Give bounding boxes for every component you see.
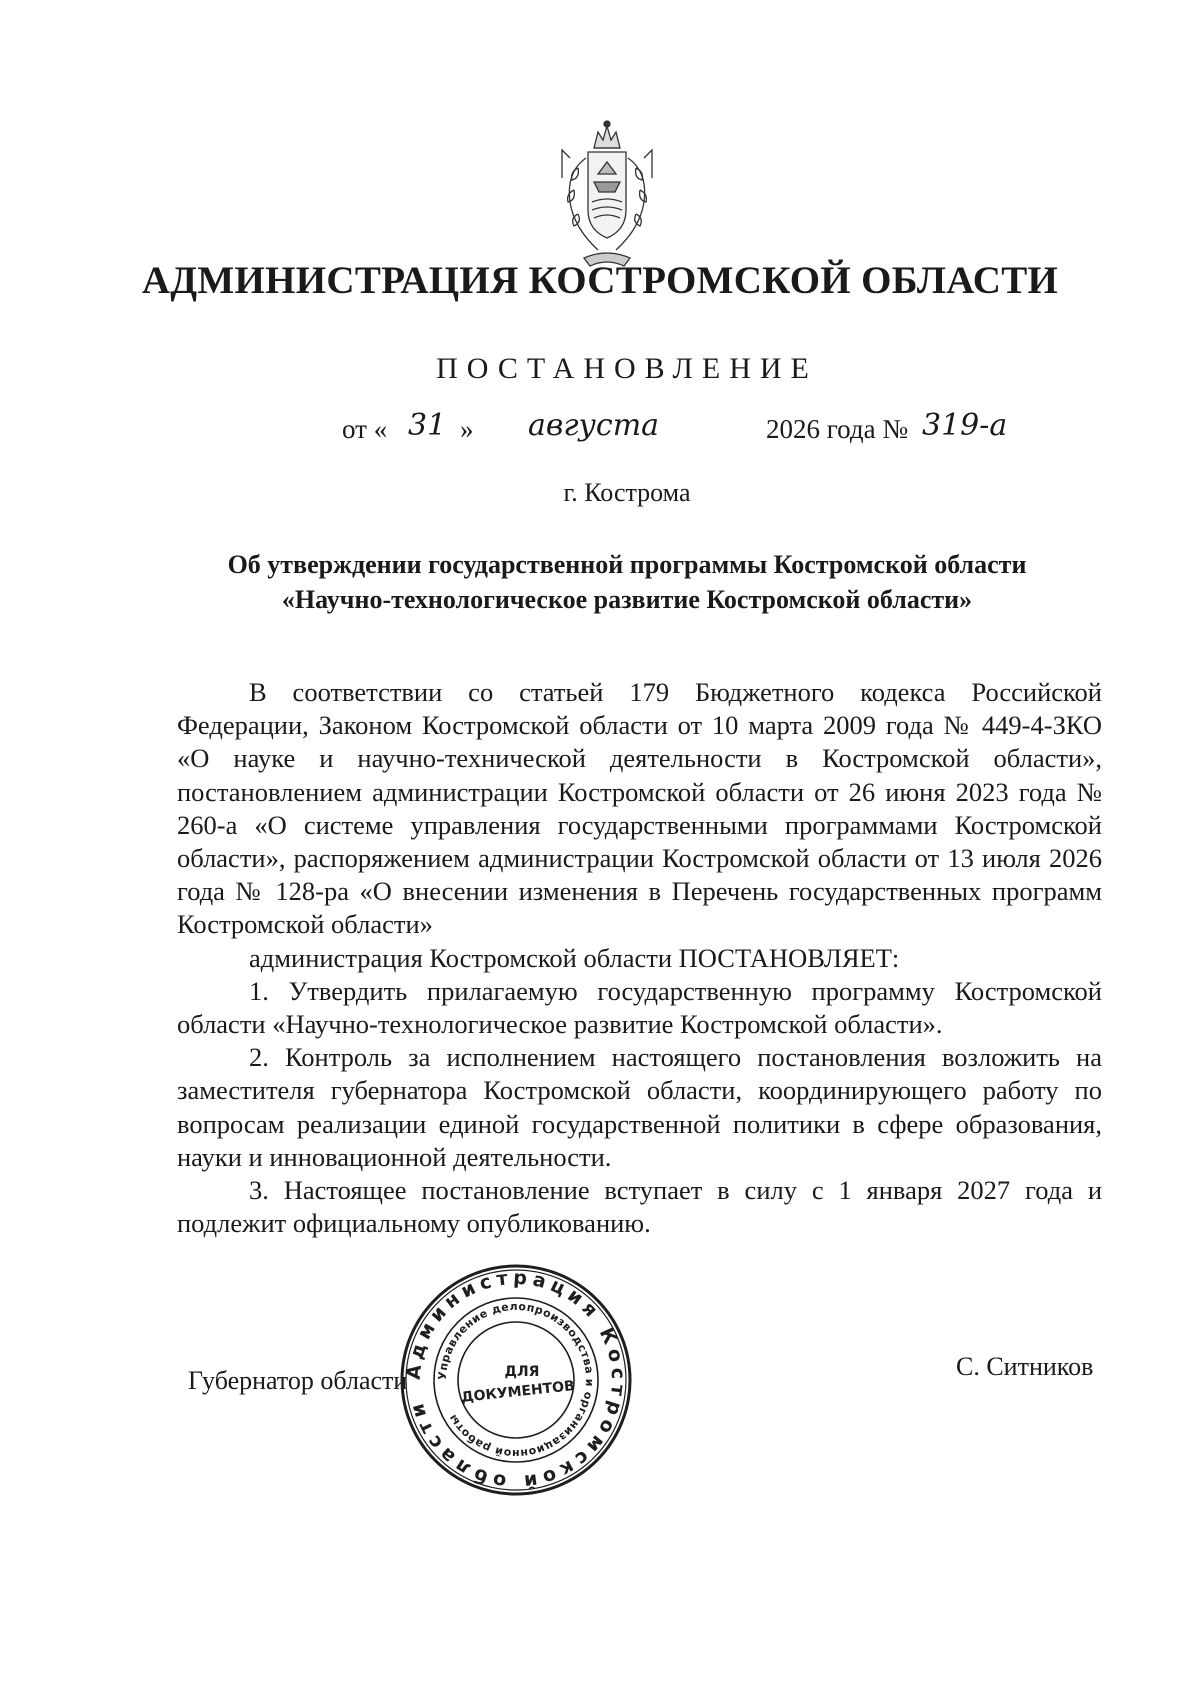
stamp-outer-text: Администрация Костромской области bbox=[402, 1266, 630, 1494]
date-close-quote: » bbox=[460, 414, 474, 444]
signatory-position: Губернатор области bbox=[188, 1366, 408, 1395]
stamp-center-line-1: ДЛЯ bbox=[504, 1364, 540, 1380]
item-3: 3. Настоящее постановление вступает в силу с 1 января 2027 года и подлежит официальному опубликованию. bbox=[177, 1175, 1102, 1239]
coat-of-arms-icon bbox=[548, 118, 666, 270]
heading-line-2: «Научно-технологическое развитие Костромской области» bbox=[281, 585, 973, 614]
date-year: 2026 года № bbox=[766, 414, 909, 444]
signatory-name: С. Ситников bbox=[956, 1352, 1094, 1381]
stamp-center-line-2: ДОКУМЕНТОВ bbox=[460, 1378, 576, 1406]
preamble-paragraph: В соответствии со статьей 179 Бюджетного кодекса Российской Федерации, Законом Костромской области от 10 марта 2009 года № 449-4-ЗКО «О науке и научно-технической деятельности в Костромской области», постановлением администрации Костромской области от 26 июня 2023 года № 260-а «О системе управления государственными программами Костромской области», распоряжением администрации Костромской области от 13 июля 2026 года № 128-ра «О внесении изменения в Перечень государственных программ Костромской области» bbox=[177, 677, 1102, 940]
resolution-clause: администрация Костромской области ПОСТАНОВЛЯЕТ: bbox=[249, 942, 900, 973]
official-stamp bbox=[398, 1262, 634, 1498]
document-body bbox=[177, 676, 1102, 1240]
item-1: 1. Утвердить прилагаемую государственную программу Костромской области «Научно-технологическое развитие Костромской области». bbox=[177, 975, 1102, 1040]
date-prefix: от « bbox=[342, 414, 388, 444]
document-type: ПОСТАНОВЛЕНИЕ bbox=[436, 352, 818, 385]
organization-title: АДМИНИСТРАЦИЯ КОСТРОМСКОЙ ОБЛАСТИ bbox=[141, 259, 1059, 302]
document-heading bbox=[150, 547, 1104, 617]
item-2: 2. Контроль за исполнением настоящего постановления возложить на заместителя губернатора Костромской области, координирующего работу по вопросам реализации единой государственной политики в сфере образования, науки и инновационной деятельности. bbox=[177, 1042, 1102, 1172]
document-number: 319-а bbox=[922, 408, 1008, 443]
date-day: 31 bbox=[408, 408, 447, 443]
city: г. Кострома bbox=[563, 478, 691, 507]
heading-line-1: Об утверждении государственной программы Костромской области bbox=[227, 550, 1027, 579]
stamp-inner-text: Управление делопроизводства и организационной работы bbox=[435, 1299, 597, 1461]
date-month: августа bbox=[528, 408, 660, 443]
